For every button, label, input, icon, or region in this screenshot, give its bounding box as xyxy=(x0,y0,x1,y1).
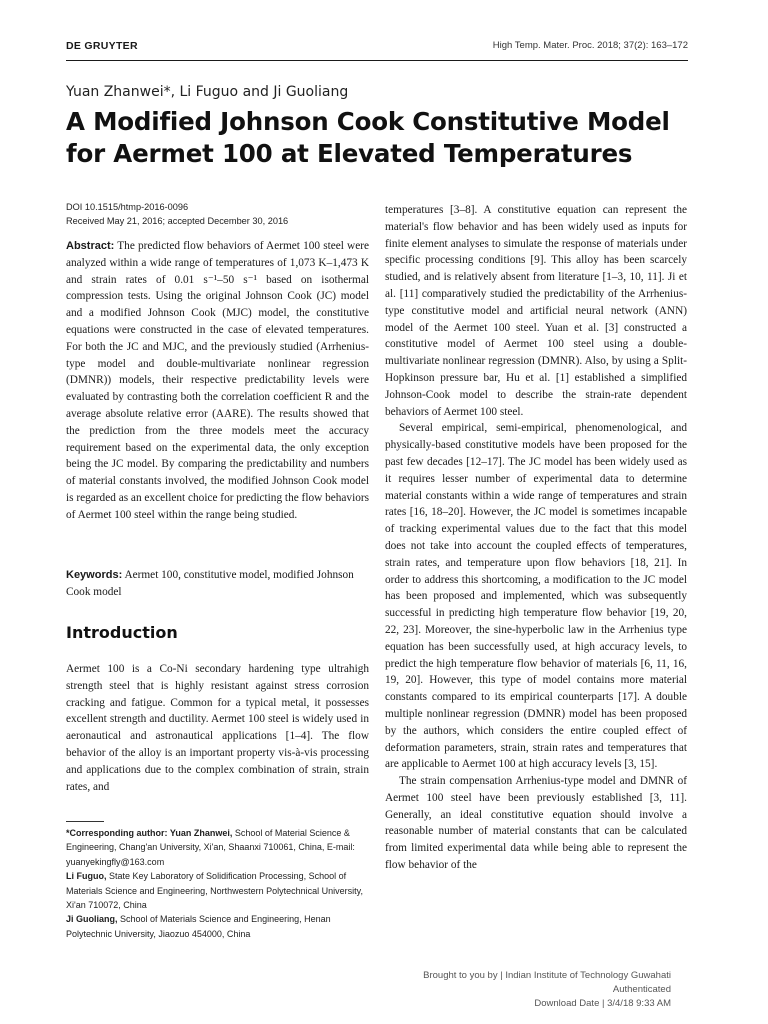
footnote-item xyxy=(66,869,376,912)
title-line-2: for Aermet 100 at Elevated Temperatures xyxy=(66,139,633,168)
paper-title xyxy=(66,106,706,170)
intro-text: Aermet 100 is a Co-Ni secondary hardening type ultrahigh strength steel that is highly resistant against stress corrosion cracking and fatigue. Common for a typical metal, it possesses excellent strength and ductility. Aermet 100 steel is widely used in aeronautical and astronautical applications [1–4]. The flow behavior of the alloy is an important property vis-à-vis processing and applications due to the complex combination of strain, strain rates, and xyxy=(66,663,369,793)
received-dates: Received May 21, 2016; accepted December 30, 2016 xyxy=(66,216,289,226)
download-auth: Authenticated xyxy=(612,984,671,995)
body-paragraph: The strain compensation Arrhenius-type model and DMNR of Aermet 100 steel have been previously established [3, 11]. Generally, an ideal constitutive equation should involve a reasonable number of material constants that can be calculated from limited experimental data while being able to represent the flow behavior of the xyxy=(385,775,687,872)
abstract xyxy=(66,238,369,524)
abstract-text: The predicted flow behaviors of Aermet 100 steel were analyzed within a wide range of temperatures of 1,073 K–1,473 K and strain rates of 0.01 s⁻¹–50 s⁻¹ based on isothermal compression tests. Using the original Johnson Cook (JC) model and a modified Johnson Cook (MJC) model, the constitutive equations were constructed in the case of elevated temperatures. For both the JC and MJC, and the previously studied (Arrhenius-type model and double-multivariate nonlinear regression (DMNR)) models, their respective predictability levels were evaluated by contrasting both the correlation coefficient R and the average absolute relative error (AARE). The results showed that the prediction from the three models meet the accuracy requirement based on the experimental data, the only exception being the JC model. By comparing the predictability and numbers of material constants involved, the modified Johnson Cook model is regarded as an excellent choice for predicting the flow behaviors of Aermet 100 steel within the range being studied. xyxy=(66,240,370,521)
footnote-divider xyxy=(66,821,104,822)
keywords-text: Aermet 100, constitutive model, modified Johnson Cook model xyxy=(66,569,354,598)
download-date: Download Date | 3/4/18 9:33 AM xyxy=(534,998,671,1009)
footnote-author: Ji Guoliang, xyxy=(66,914,118,925)
footnote-author: *Corresponding author: Yuan Zhanwei, xyxy=(66,828,233,838)
footnote-affiliation: School of Material Science & Engineering, Chang'an University, Xi'an, Shaanxi 710061, China, E-mail: yuanyekingfly@163.com xyxy=(66,828,355,867)
section-heading-introduction: Introduction xyxy=(66,623,178,642)
footnote-affiliation: School of Materials Science and Engineering, Henan Polytechnic University, Jiaozuo 454000, China xyxy=(66,914,331,939)
abstract-label: Abstract: xyxy=(66,240,115,252)
download-watermark xyxy=(423,969,671,1011)
author-footnotes xyxy=(66,826,376,941)
header-divider xyxy=(66,60,688,61)
title-line-1: A Modified Johnson Cook Constitutive Model xyxy=(66,107,670,136)
keywords-label: Keywords: xyxy=(66,569,123,581)
footnote-author: Li Fuguo, xyxy=(66,871,107,882)
footnote-item xyxy=(66,826,376,869)
body-paragraph: temperatures [3–8]. A constitutive equation can represent the material's flow behavior and has been widely used as inputs for finite element analyses to simulate the response of materials under specific processing conditions [9]. This alloy has been scarcely studied, and is relatively absent from literature [1–3, 10, 11]. Ji et al. [11] comparatively studied the predictability of the Arrhenius-type constitutive model and artificial neural network (ANN) model of the Aermet 100 steel. Yuan et al. [3] constructed a constitutive model of Aermet 100 steel using a double-multivariate nonlinear regression (DMNR). Also, by using a Split-Hopkinson pressure bar, Hu et al. [1] established a simplified Johnson-Cook model to describe the strain-rate dependent behaviors of Aermet 100 steel. xyxy=(385,204,687,418)
footnote-affiliation: State Key Laboratory of Solidification Processing, School of Materials Science and Engineering, Northwestern Polytechnical University, Xi'an 710072, China xyxy=(66,871,363,911)
introduction-paragraph xyxy=(66,661,369,795)
author-list: Yuan Zhanwei*, Li Fuguo and Ji Guoliang xyxy=(66,84,349,100)
doi-link[interactable]: DOI 10.1515/htmp-2016-0096 xyxy=(66,202,189,212)
journal-reference: High Temp. Mater. Proc. 2018; 37(2): 163–172 xyxy=(492,40,688,51)
article-meta xyxy=(66,200,288,228)
download-source: Brought to you by | Indian Institute of Technology Guwahati xyxy=(423,970,671,981)
footnote-item xyxy=(66,912,376,941)
body-paragraph: Several empirical, semi-empirical, phenomenological, and physically-based constitutive models have been proposed for the past few decades [12–17]. The JC model has been widely used as it requires lesser number of experimental data to determine material constants within a wide range of temperatures and strain rates [16, 18–20]. However, the JC model is sometimes incapable of tracking experimental values due to the fact that this model does not take into account the coupled effects of temperatures, strain rates, and temperature upon flow behaviors [18, 21]. In order to address this shortcoming, a modification to the JC model has been proposed and implemented, which was subsequently successful in predicting high temperature flow behavior [19, 20, 22, 23]. Moreover, the sine-hyperbolic law in the Arrhenius type equation has been successfully used, at high accuracy levels, to predict the high temperature flow behavior of materials [6, 11, 16, 19, 20]. However, this type of model contains more material constants compared to its empirical counterparts [17]. A double multiple nonlinear regression (DMNR) model has been proposed by the authors, which considers the entire coupled effect of deformation parameters, strain, strain rates and temperatures that are applicable to Aermet 100 at high accuracy levels [3, 15]. xyxy=(385,422,687,771)
right-column-body xyxy=(385,202,687,874)
keywords xyxy=(66,567,369,601)
publisher-name: DE GRUYTER xyxy=(66,40,138,52)
